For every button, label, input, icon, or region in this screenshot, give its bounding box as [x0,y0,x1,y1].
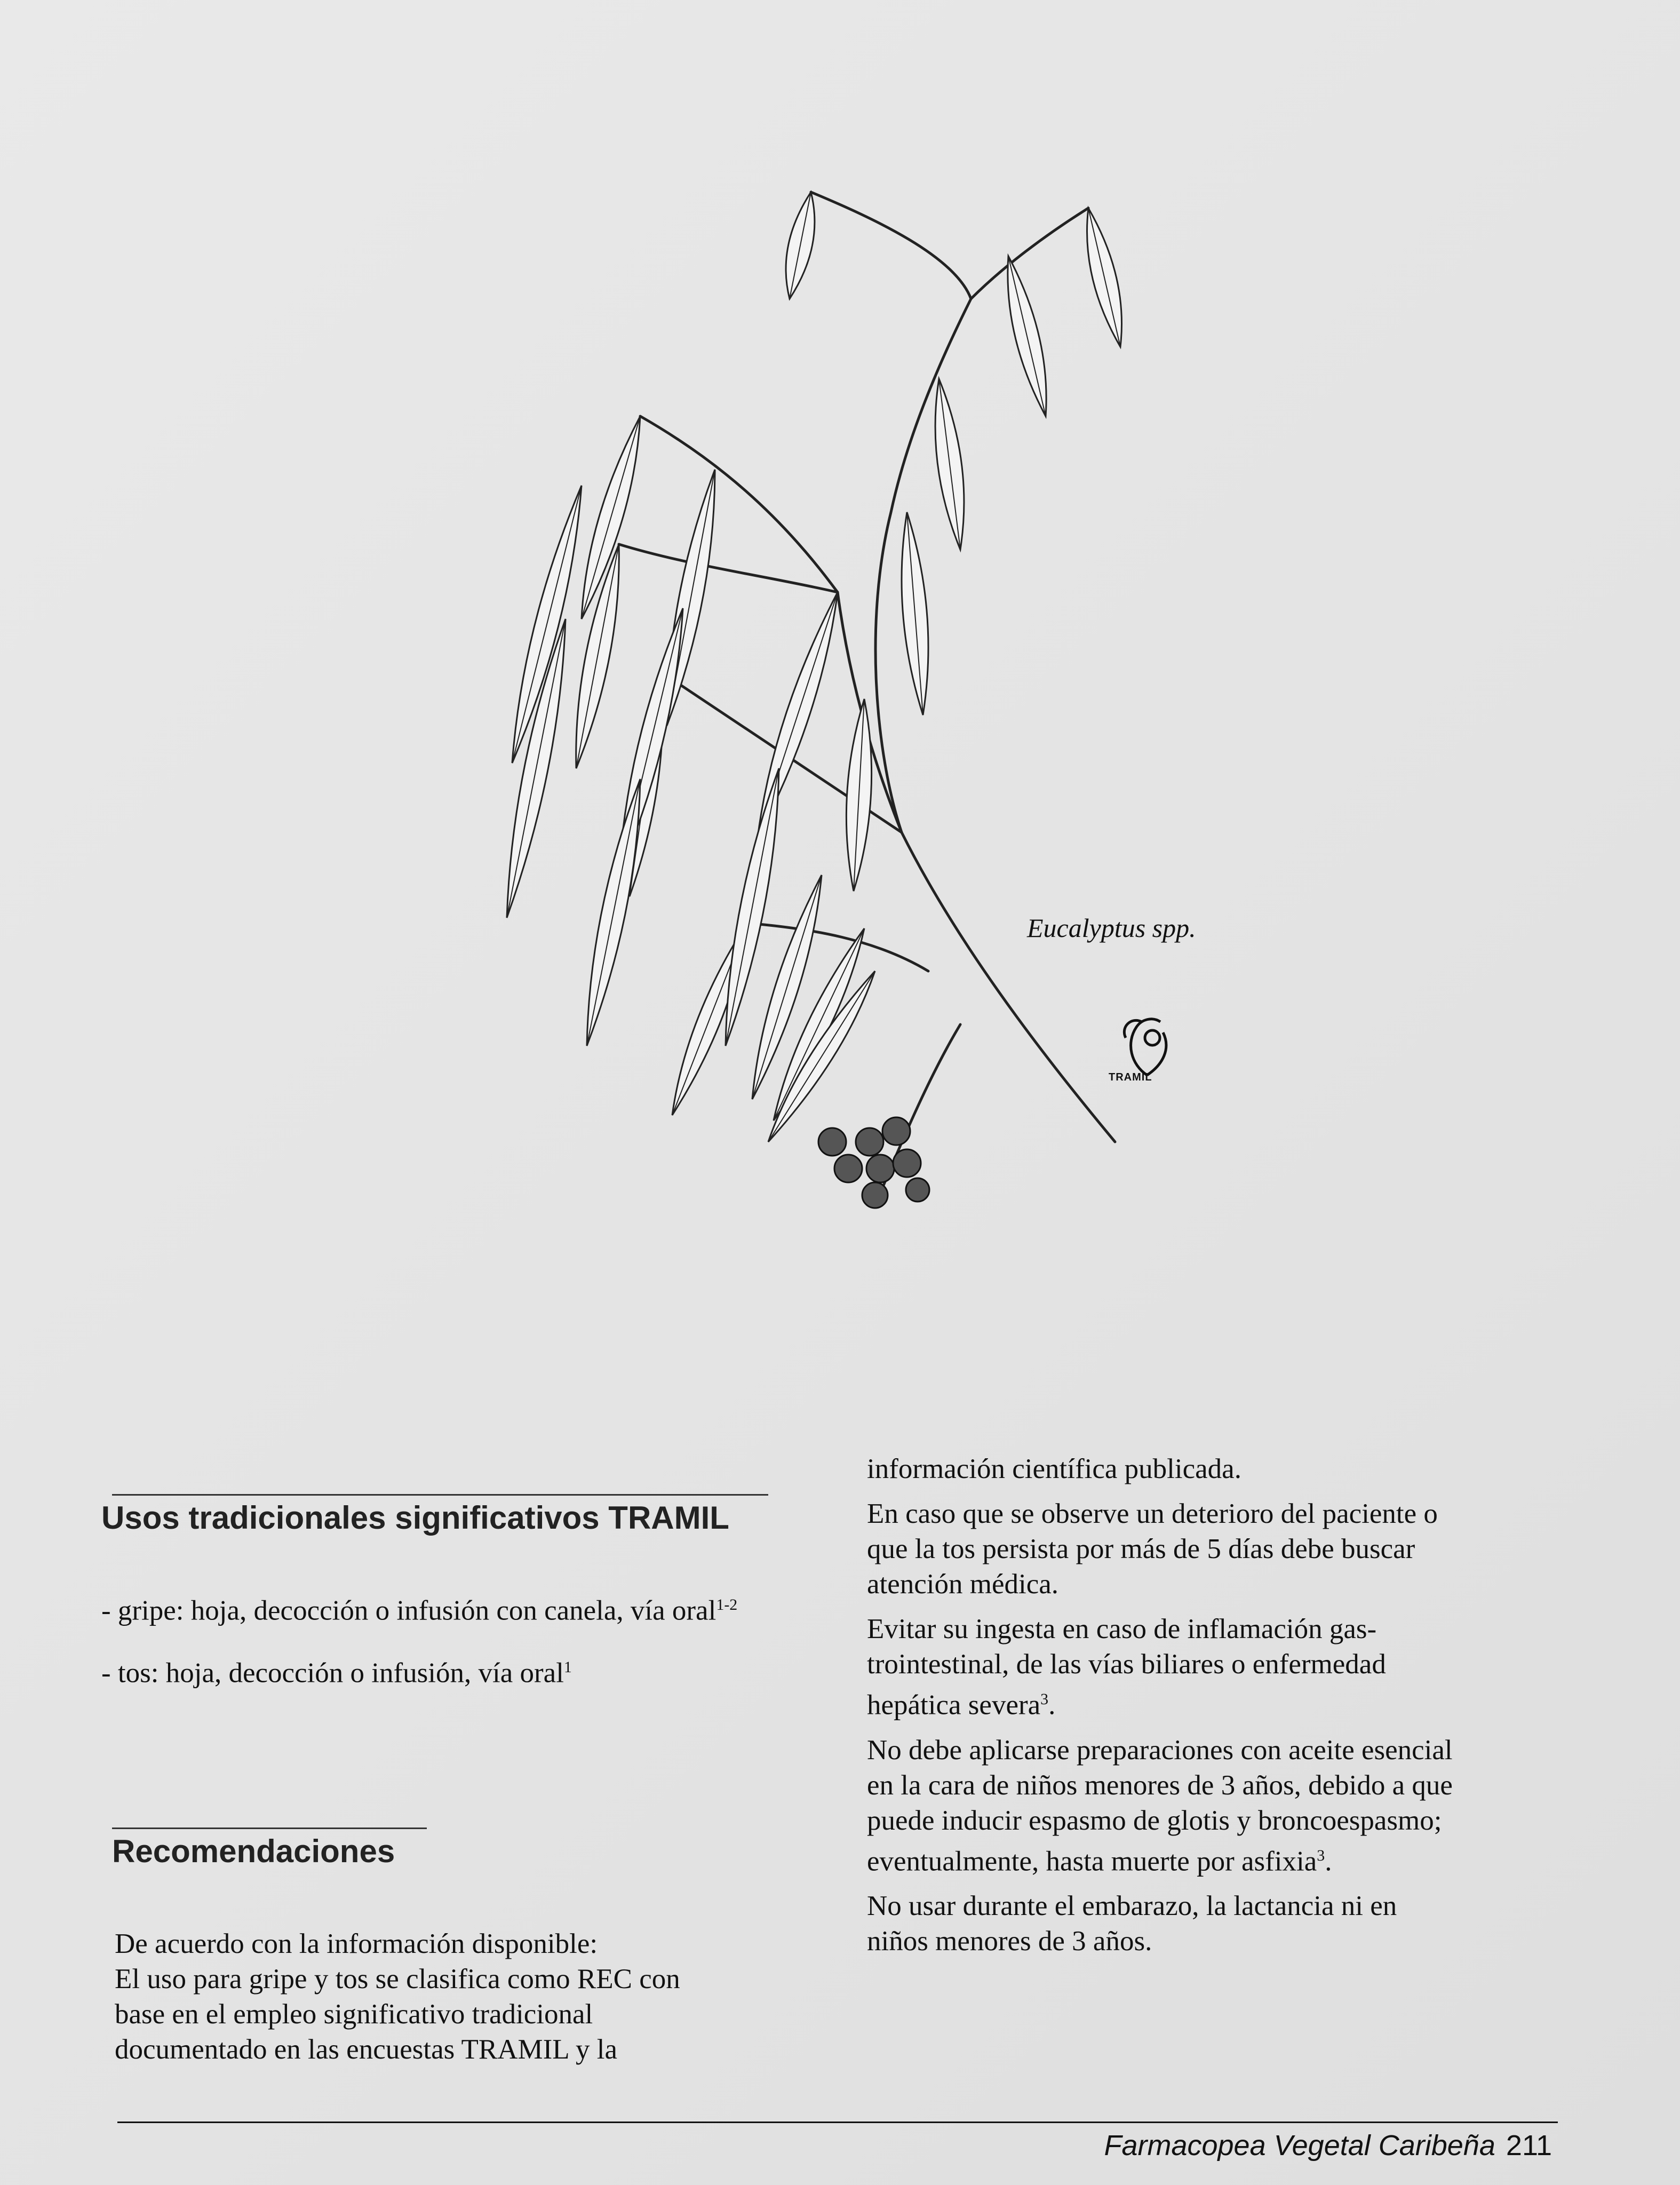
recommendation-paragraph [867,1888,1560,1959]
recommendation-line: hepática severa [867,1689,1041,1721]
use-item-ref: 1 [563,1658,572,1676]
recommendations-right-column [867,1451,1560,1968]
recommendations-heading-rule [112,1828,427,1829]
recommendation-paragraph: No debe aplicarse preparaciones con aceite esencial en la cara de niños menores de 3 años, debido a que puede inducir espasmo de glotis y broncoespasmo; eventualmente, hasta muerte por asfixia$^3$. [867,1734,1453,1877]
recommendation-line: que la tos persista por más de 5 días debe buscar [867,1534,1415,1564]
uses-heading: Usos tradicionales significativos TRAMIL [101,1500,729,1536]
recommendation-line: No usar durante el embarazo, la lactancia ni en [867,1890,1397,1922]
recommendation-line: Evitar su ingesta en caso de inflamación gas- [867,1614,1377,1644]
recommendations-heading: Recomendaciones [112,1833,395,1869]
uses-list [101,1587,758,1712]
use-item-text: - tos: hoja, decocción o infusión, vía oral [101,1657,564,1689]
page-number: 211 [1506,2130,1552,2162]
footer-title: Farmacopea Vegetal Caribeña [1104,2130,1495,2162]
recommendation-line: eventualmente, hasta muerte por asfixia [867,1846,1317,1877]
recommendation-line: en la cara de niños menores de 3 años, debido a que [867,1769,1453,1801]
eucalyptus-illustration [341,139,1184,1270]
recommendation-line: El uso para gripe y tos se clasifica como REC con [115,1964,680,1995]
recommendation-line: información científica publicada. [867,1453,1241,1484]
uses-heading-rule [112,1494,768,1496]
recommendation-line: En caso que se observe un deterioro del paciente o [867,1498,1438,1529]
recommendation-paragraph [867,1451,1560,1487]
tramil-logo-label: TRAMIL [1109,1071,1152,1083]
reference-superscript: 3 [1317,1846,1325,1864]
recommendation-line: niños menores de 3 años. [867,1926,1152,1957]
recommendation-line: puede inducir espasmo de glotis y broncoespasmo; [867,1805,1442,1836]
page-footer [1104,2129,1552,2162]
recommendation-line: De acuerdo con la información disponible: [115,1928,598,1959]
recommendations-left-column [115,1926,782,2067]
recommendation-line: trointestinal, de las vías biliares o enfermedad [867,1649,1386,1680]
footer-rule [117,2122,1558,2123]
use-item-text: - gripe: hoja, decocción o infusión con canela, vía oral [101,1595,716,1626]
use-item-gripe [101,1587,758,1628]
recommendation-paragraph: Evitar su ingesta en caso de inflamación gas- trointestinal, de las vías biliares o enfermedad hepática severa$^3$. [867,1614,1386,1721]
use-item-tos [101,1650,758,1691]
illustration-caption: Eucalyptus spp. [1027,913,1196,943]
recommendation-line: base en el empleo significativo tradicional [115,1999,593,2030]
recommendation-line: atención médica. [867,1569,1059,1600]
use-item-ref: 1-2 [716,1596,738,1614]
reference-superscript: 3 [1040,1690,1049,1708]
recommendation-paragraph [867,1496,1560,1602]
recommendation-line: No debe aplicarse preparaciones con aceite esencial [867,1734,1453,1766]
recommendation-line: documentado en las encuestas TRAMIL y la [115,2034,617,2065]
